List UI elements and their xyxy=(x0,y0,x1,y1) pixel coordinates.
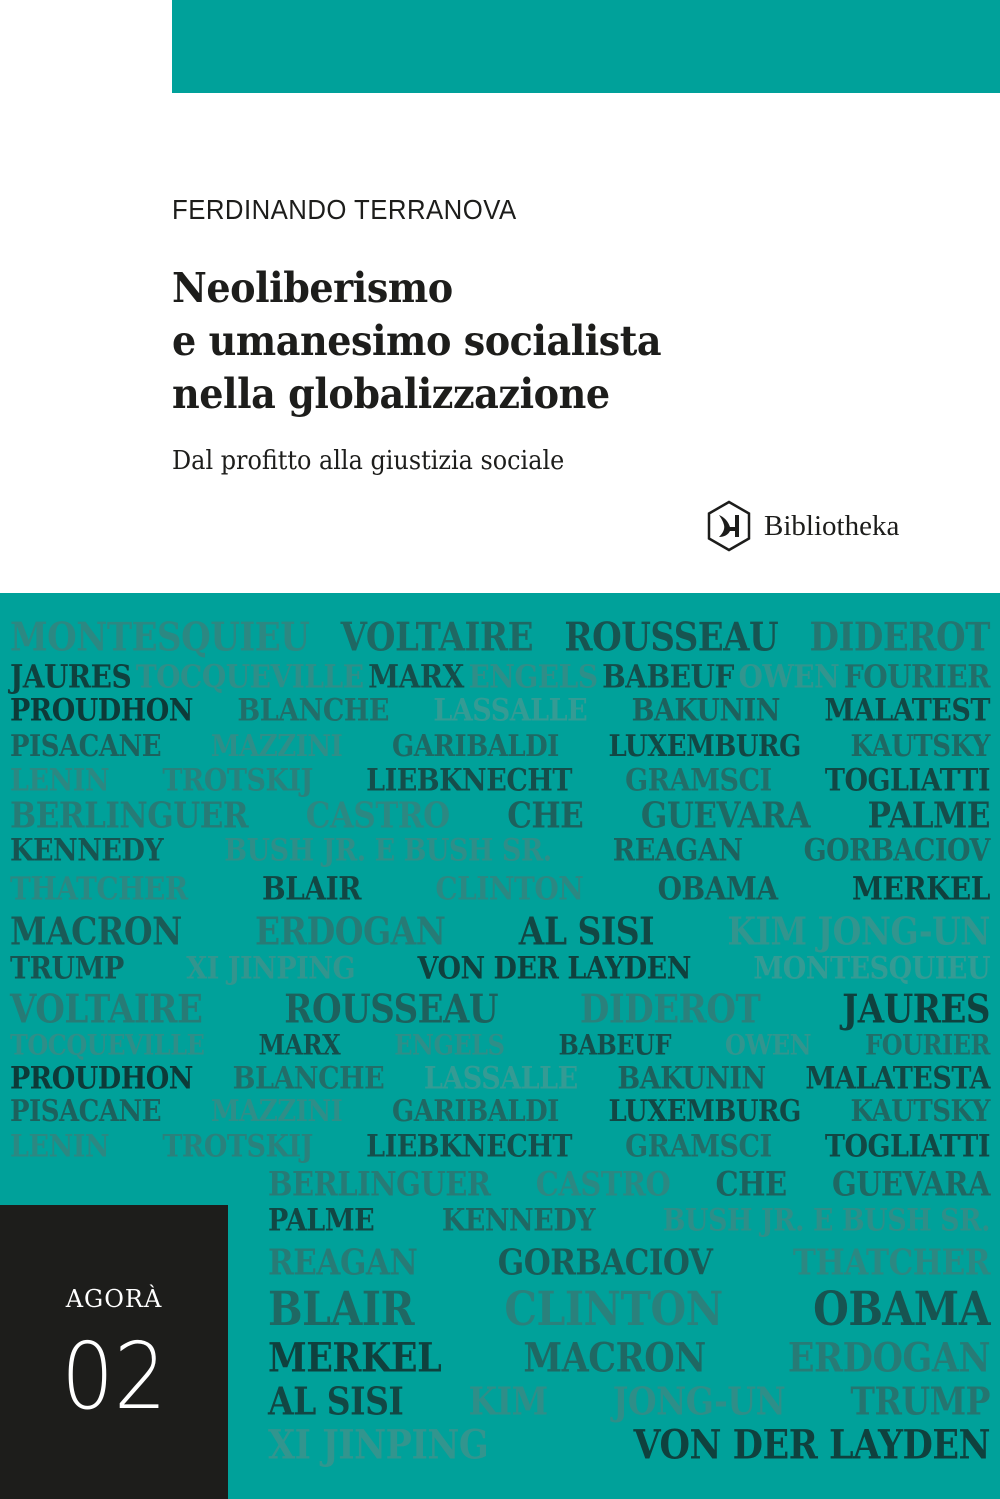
hexagon-book-logo-icon xyxy=(706,500,752,552)
name-word: OBAMA xyxy=(657,869,778,908)
name-word: VON DER LAYDEN xyxy=(417,950,691,987)
publisher-name: Bibliotheka xyxy=(764,509,900,542)
name-word: MONTESQUIEU xyxy=(10,615,310,661)
series-badge xyxy=(0,1205,228,1499)
names-row xyxy=(0,869,1000,908)
name-word: MAZZINI xyxy=(210,1094,343,1130)
names-row xyxy=(0,950,1000,987)
names-row xyxy=(0,1128,1000,1165)
name-word: BLAIR xyxy=(262,869,361,908)
name-word: LASSALLE xyxy=(433,692,588,729)
name-word: JONG-UN xyxy=(612,1379,786,1424)
name-word: AL SISI xyxy=(268,1379,404,1424)
name-word: TOGLIATTI xyxy=(824,762,990,799)
name-word: LUXEMBURG xyxy=(608,729,801,765)
name-word: CHE xyxy=(507,795,584,837)
name-word: LASSALLE xyxy=(423,1060,578,1097)
book-subtitle: Dal profitto alla giustizia sociale xyxy=(172,446,565,476)
name-word: ENGELS xyxy=(394,1027,505,1062)
name-word: GUEVARA xyxy=(831,1164,990,1204)
name-word: VON DER LAYDEN xyxy=(633,1421,990,1470)
name-word: GARIBALDI xyxy=(392,1094,559,1130)
name-word: PISACANE xyxy=(10,1094,162,1130)
name-word: FOURIER xyxy=(843,657,990,696)
name-word: CLINTON xyxy=(504,1281,723,1337)
name-word: PALME xyxy=(268,1202,375,1239)
name-word: GRAMSCI xyxy=(625,762,772,799)
name-word: GARIBALDI xyxy=(392,729,559,765)
names-row xyxy=(0,762,1000,799)
name-word: MARX xyxy=(258,1027,341,1062)
names-row xyxy=(0,692,1000,729)
name-word: BABEUF xyxy=(558,1027,671,1062)
name-word: BLANCHE xyxy=(237,692,389,729)
name-word: XI JINPING xyxy=(186,950,355,987)
name-word: REAGAN xyxy=(268,1242,418,1284)
name-word: XI JINPING xyxy=(268,1421,489,1470)
names-row xyxy=(0,909,1000,954)
names-row xyxy=(0,1094,1000,1130)
book-title xyxy=(172,262,698,421)
names-row xyxy=(0,832,1000,869)
name-word: LENIN xyxy=(10,1128,110,1165)
name-word: BAKUNIN xyxy=(617,1060,766,1097)
name-word: OWEN xyxy=(738,657,840,696)
name-word: KAUTSKY xyxy=(850,1094,990,1130)
name-word: BERLINGUER xyxy=(268,1164,491,1204)
name-word: MERKEL xyxy=(268,1334,442,1383)
name-word: ERDOGAN xyxy=(255,909,446,954)
name-word: AL SISI xyxy=(518,909,655,954)
name-word: THATCHER xyxy=(792,1242,990,1284)
names-row xyxy=(0,1027,1000,1062)
name-word: MARX xyxy=(368,657,464,696)
name-word: VOLTAIRE xyxy=(10,987,203,1033)
series-name: AGORÀ xyxy=(65,1285,163,1313)
title-line-3: nella globalizzazione xyxy=(172,370,610,418)
name-word: ROUSSEAU xyxy=(564,615,779,661)
name-word: KAUTSKY xyxy=(850,729,990,765)
name-word: LUXEMBURG xyxy=(608,1094,801,1130)
name-word: ERDOGAN xyxy=(787,1334,990,1383)
name-word: TRUMP xyxy=(10,950,124,987)
name-word: MONTESQUIEU xyxy=(753,950,990,987)
name-word: LIEBKNECHT xyxy=(366,762,572,799)
name-word: GORBACIOV xyxy=(497,1242,713,1284)
top-teal-band xyxy=(172,0,1000,93)
name-word: KIM JONG-UN xyxy=(727,909,990,954)
names-row xyxy=(258,1334,1000,1383)
name-word: CASTRO xyxy=(535,1164,671,1204)
name-word: CLINTON xyxy=(435,869,584,908)
name-word: MALATEST xyxy=(824,692,990,729)
name-word: BUSH JR. E BUSH SR. xyxy=(662,1202,990,1239)
author-name: FERDINANDO TERRANOVA xyxy=(172,194,517,225)
name-word: DIDEROT xyxy=(809,615,990,661)
name-word: BUSH JR. E BUSH SR. xyxy=(224,832,552,869)
name-word: PROUDHON xyxy=(10,1060,193,1097)
name-word: TROTSKIJ xyxy=(162,762,313,799)
name-word: BERLINGUER xyxy=(10,795,249,837)
name-word: TROTSKIJ xyxy=(162,1128,313,1165)
name-word: MERKEL xyxy=(851,869,990,908)
name-word: REAGAN xyxy=(612,832,743,869)
title-line-2: e umanesimo socialista xyxy=(172,317,662,365)
name-word: BLAIR xyxy=(268,1281,415,1337)
name-word: GUEVARA xyxy=(640,795,811,837)
name-word: CASTRO xyxy=(305,795,450,837)
name-word: JAURES xyxy=(10,657,132,696)
name-word: MAZZINI xyxy=(210,729,343,765)
names-row xyxy=(258,1379,1000,1424)
name-word: FOURIER xyxy=(865,1027,990,1062)
name-word: MACRON xyxy=(10,909,182,954)
name-word: VOLTAIRE xyxy=(340,615,534,661)
name-word: BLANCHE xyxy=(232,1060,385,1097)
names-row xyxy=(258,1164,1000,1204)
name-word: BABEUF xyxy=(602,657,734,696)
name-word: CHE xyxy=(715,1164,787,1204)
name-word: KENNEDY xyxy=(441,1202,596,1239)
name-word: ROUSSEAU xyxy=(284,987,499,1033)
name-word: LENIN xyxy=(10,762,110,799)
series-number: 02 xyxy=(61,1323,167,1430)
name-word: GORBACIOV xyxy=(803,832,990,869)
name-word: OBAMA xyxy=(813,1281,990,1337)
name-word: OWEN xyxy=(725,1027,812,1062)
name-word: PALME xyxy=(867,795,990,837)
names-row xyxy=(0,729,1000,765)
name-word: TRUMP xyxy=(850,1379,990,1424)
name-word: JAURES xyxy=(842,987,990,1033)
names-row xyxy=(258,1242,1000,1284)
name-word: TOCQUEVILLE xyxy=(135,657,364,696)
publisher-logo xyxy=(706,500,899,552)
title-line-1: Neoliberismo xyxy=(172,264,453,312)
name-word: LIEBKNECHT xyxy=(366,1128,572,1165)
name-word: KIM xyxy=(468,1379,548,1424)
name-word: THATCHER xyxy=(10,869,188,908)
name-word: TOCQUEVILLE xyxy=(10,1027,205,1062)
names-row xyxy=(258,1202,1000,1239)
name-word: DIDEROT xyxy=(579,987,761,1033)
names-row xyxy=(258,1421,1000,1470)
names-row xyxy=(0,615,1000,661)
names-row xyxy=(0,1060,1000,1097)
name-word: MACRON xyxy=(523,1334,706,1383)
names-row xyxy=(0,987,1000,1033)
name-word: PROUDHON xyxy=(10,692,193,729)
names-row xyxy=(0,657,1000,696)
names-row xyxy=(0,795,1000,837)
names-row xyxy=(258,1281,1000,1337)
name-word: TOGLIATTI xyxy=(824,1128,990,1165)
name-word: KENNEDY xyxy=(10,832,164,869)
name-word: PISACANE xyxy=(10,729,162,765)
name-word: MALATESTA xyxy=(805,1060,990,1097)
name-word: ENGELS xyxy=(468,657,598,696)
name-word: GRAMSCI xyxy=(625,1128,772,1165)
name-word: BAKUNIN xyxy=(631,692,780,729)
